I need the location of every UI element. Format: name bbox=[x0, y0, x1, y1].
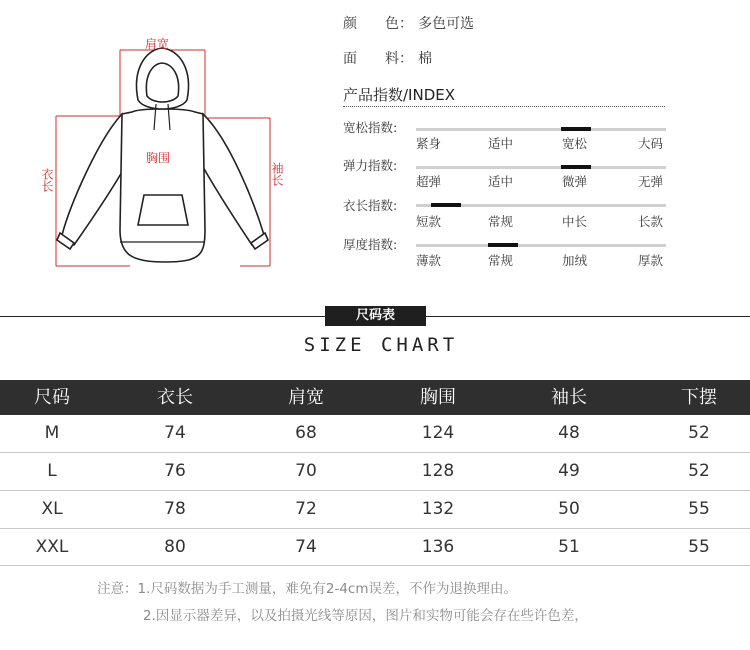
sleeve-label-text: 袖长 bbox=[270, 162, 284, 186]
cell-shoulder: 68 bbox=[295, 423, 317, 443]
cell-size: XXL bbox=[35, 537, 69, 557]
meter-fit-option-1: 紧身 bbox=[416, 136, 442, 151]
attribute-color-label: 颜 色： bbox=[343, 16, 413, 32]
cell-size: M bbox=[44, 423, 60, 443]
cell-length: 74 bbox=[164, 423, 186, 443]
header-sleeve: 袖长 bbox=[551, 387, 587, 408]
size-chart-title: SIZE CHART bbox=[303, 334, 459, 356]
meter-thickness-label: 厚度指数: bbox=[343, 237, 398, 252]
attribute-fabric bbox=[343, 48, 432, 68]
cell-length: 78 bbox=[164, 499, 186, 519]
size-table-header bbox=[0, 380, 750, 415]
meter-length-selected-mark bbox=[431, 203, 461, 207]
header-size: 尺码 bbox=[34, 387, 70, 408]
meter-thickness-option-3: 加绒 bbox=[562, 253, 588, 268]
meter-thickness-option-1: 薄款 bbox=[416, 253, 442, 268]
meter-stretch-option-2: 适中 bbox=[488, 174, 514, 189]
sleeve-label bbox=[270, 162, 284, 186]
attribute-fabric-value: 棉 bbox=[418, 51, 433, 67]
note-line-1: 注意：1.尺码数据为手工测量，难免有2-4cm误差，不作为退换理由。 bbox=[97, 581, 518, 597]
cell-shoulder: 70 bbox=[295, 461, 317, 481]
header-length: 衣长 bbox=[157, 387, 193, 408]
meter-stretch-option-1: 超弹 bbox=[416, 174, 442, 189]
size-table bbox=[0, 380, 750, 566]
meter-thickness-selected-mark bbox=[488, 243, 518, 247]
length-label bbox=[40, 168, 54, 192]
cell-size: XL bbox=[41, 499, 63, 519]
header-hem: 下摆 bbox=[681, 387, 717, 408]
meter-fit-option-4: 大码 bbox=[638, 136, 664, 151]
attribute-color-value: 多色可选 bbox=[418, 16, 475, 32]
attribute-color bbox=[343, 13, 474, 33]
meter-fit-option-2: 适中 bbox=[488, 136, 514, 151]
meter-thickness-option-4: 厚款 bbox=[638, 253, 664, 268]
cell-hem: 55 bbox=[688, 499, 710, 519]
index-dotted-divider bbox=[343, 106, 665, 107]
header-chest: 胸围 bbox=[420, 387, 456, 408]
meter-stretch-selected-mark bbox=[561, 165, 591, 169]
cell-hem: 55 bbox=[688, 537, 710, 557]
cell-size: L bbox=[47, 461, 57, 481]
row-divider bbox=[0, 565, 750, 566]
attribute-fabric-label: 面 料： bbox=[343, 51, 413, 67]
length-label-text: 衣长 bbox=[40, 168, 54, 192]
index-title: 产品指数/INDEX bbox=[343, 86, 456, 104]
meter-length-option-4: 长款 bbox=[638, 214, 664, 229]
meter-stretch-option-4: 无弹 bbox=[638, 174, 664, 189]
chest-label: 胸围 bbox=[146, 151, 171, 165]
cell-sleeve: 49 bbox=[558, 461, 580, 481]
size-chart-badge: 尺码表 bbox=[325, 306, 426, 326]
meter-stretch-track bbox=[416, 166, 666, 169]
table-row bbox=[0, 415, 750, 452]
cell-chest: 132 bbox=[421, 499, 455, 519]
meter-length-label: 衣长指数: bbox=[343, 198, 398, 213]
table-row bbox=[0, 453, 750, 490]
meter-fit-selected-mark bbox=[561, 127, 591, 131]
shoulder-label: 肩宽 bbox=[145, 37, 170, 51]
meter-fit-option-3: 宽松 bbox=[562, 136, 588, 151]
cell-sleeve: 50 bbox=[558, 499, 580, 519]
meter-stretch bbox=[343, 154, 673, 190]
meter-fit bbox=[343, 116, 673, 152]
header-shoulder: 肩宽 bbox=[288, 387, 324, 408]
meter-stretch-option-3: 微弹 bbox=[562, 174, 588, 189]
note-line-2: 2.因显示器差异，以及拍摄光线等原因，图片和实物可能会存在些许色差， bbox=[143, 608, 588, 624]
meter-thickness-track bbox=[416, 244, 666, 247]
cell-chest: 124 bbox=[421, 423, 455, 443]
cell-chest: 136 bbox=[421, 537, 455, 557]
meter-fit-track bbox=[416, 128, 666, 131]
cell-shoulder: 72 bbox=[295, 499, 317, 519]
cell-hem: 52 bbox=[688, 423, 710, 443]
cell-sleeve: 48 bbox=[558, 423, 580, 443]
meter-fit-label: 宽松指数: bbox=[343, 120, 398, 135]
cell-length: 80 bbox=[164, 537, 186, 557]
meter-thickness bbox=[343, 233, 673, 269]
cell-hem: 52 bbox=[688, 461, 710, 481]
table-row bbox=[0, 529, 750, 566]
cell-length: 76 bbox=[164, 461, 186, 481]
cell-shoulder: 74 bbox=[295, 537, 317, 557]
cell-chest: 128 bbox=[421, 461, 455, 481]
meter-stretch-label: 弹力指数: bbox=[343, 158, 398, 173]
meter-length-option-3: 中长 bbox=[562, 214, 588, 229]
meter-thickness-option-2: 常规 bbox=[488, 253, 514, 268]
meter-length bbox=[343, 194, 673, 230]
table-row bbox=[0, 491, 750, 528]
meter-length-option-2: 常规 bbox=[488, 214, 514, 229]
meter-length-option-1: 短款 bbox=[416, 214, 442, 229]
cell-sleeve: 51 bbox=[558, 537, 580, 557]
